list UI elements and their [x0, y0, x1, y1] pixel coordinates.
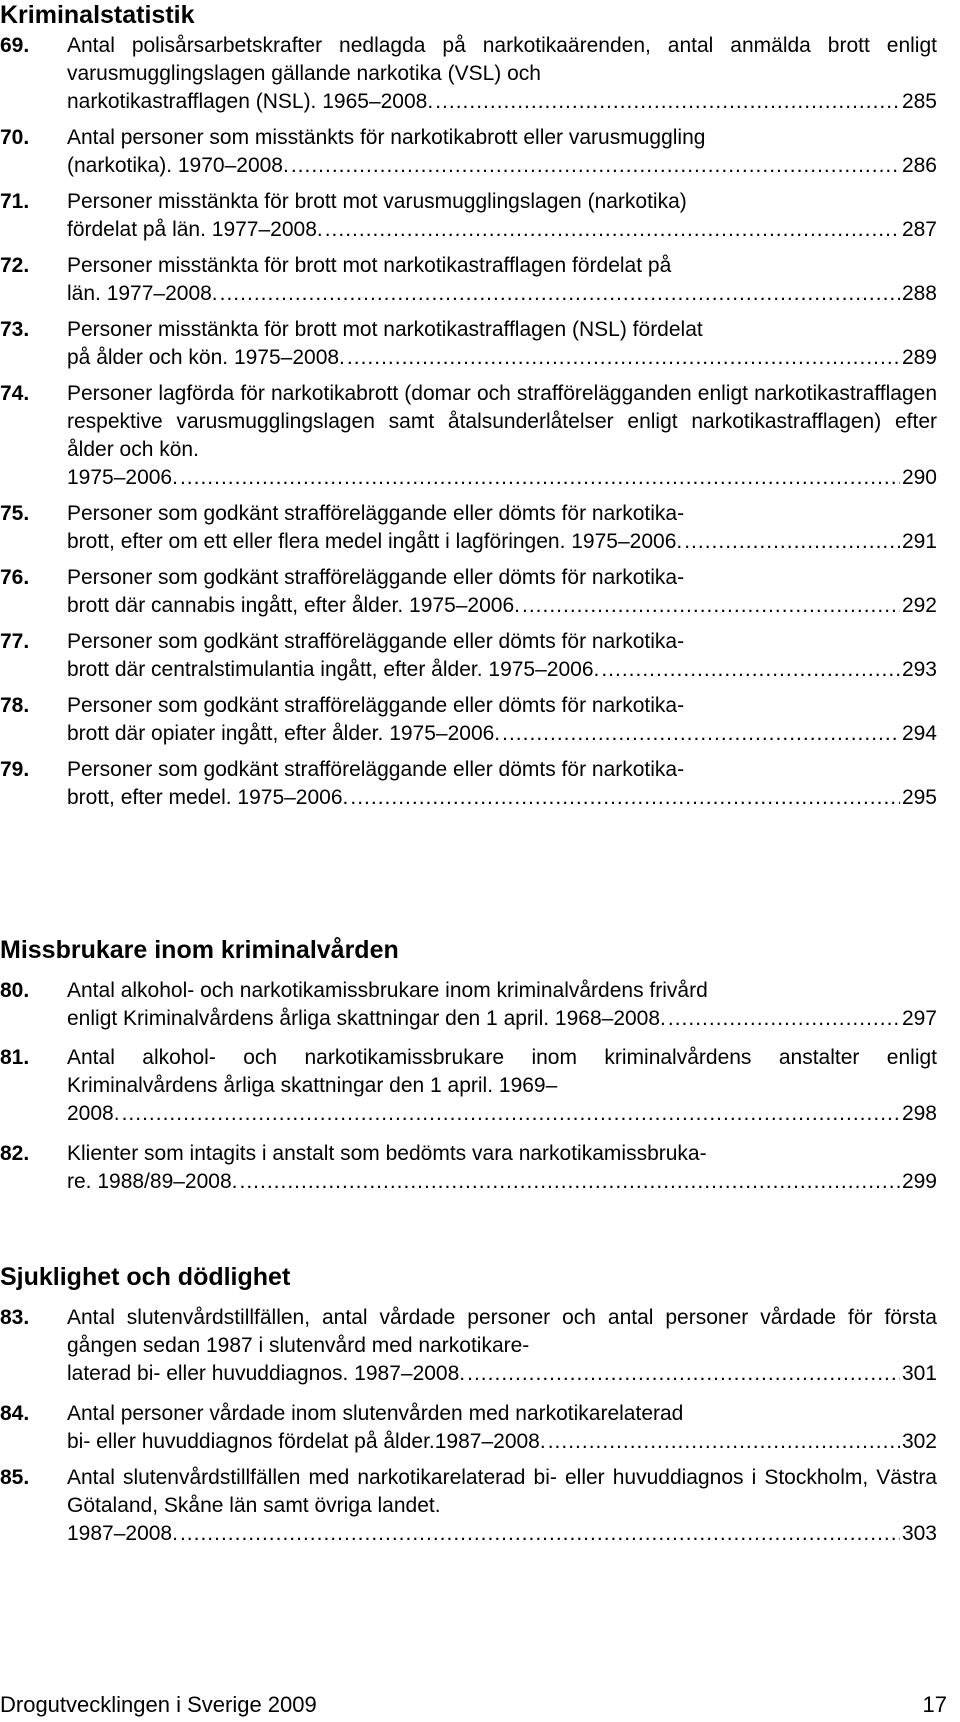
entry-page-number: 301: [901, 1362, 937, 1385]
entry-last-line: brott, efter medel. 1975–2006.: [67, 786, 349, 809]
entry-text: Personer som godkänt strafföreläggande eller dömts för narkotika-: [67, 758, 685, 781]
entry-last-line: narkotikastrafflagen (NSL). 1965–2008.: [67, 90, 434, 113]
entry-text: Klienter som intagits i anstalt som bedömts vara narkotikamissbruka-: [67, 1142, 707, 1165]
dot-leader: [668, 1005, 900, 1033]
entry-page-number: 299: [901, 1170, 937, 1193]
dot-leader: [291, 152, 900, 180]
entry-last-line: 1975–2006.: [67, 466, 178, 489]
entry-last-line: (narkotika). 1970–2008.: [67, 154, 289, 177]
footer-publication-title: Drogutvecklingen i Sverige 2009: [0, 1692, 317, 1717]
section-title: Kriminalstatistik: [0, 1, 195, 29]
entry-number: 78.: [0, 694, 30, 717]
entry-number: 84.: [0, 1402, 30, 1425]
footer-page-number: 17: [922, 1692, 947, 1717]
entry-text: Personer som godkänt strafföreläggande eller dömts för narkotika-: [67, 630, 685, 653]
entry-number: 73.: [0, 318, 30, 341]
entry-text: Personer misstänkta för brott mot narkotikastrafflagen fördelat på: [67, 254, 672, 277]
entry-last-line: brott där cannabis ingått, efter ålder. 1975–2006.: [67, 594, 520, 617]
dot-leader: [347, 344, 900, 372]
dot-leader: [122, 1100, 900, 1128]
entry-page-number: 292: [901, 594, 937, 617]
entry-last-line: 1987–2008.: [67, 1522, 178, 1545]
entry-text: Personer misstänkta för brott mot narkotikastrafflagen (NSL) fördelat: [67, 318, 703, 341]
section-title: Sjuklighet och dödlighet: [0, 1263, 291, 1291]
entry-page-number: 293: [901, 658, 937, 681]
entry-last-line: laterad bi- eller huvuddiagnos. 1987–2008.: [67, 1362, 466, 1385]
entry-number: 82.: [0, 1142, 30, 1165]
entry-number: 80.: [0, 979, 30, 1002]
entry-number: 79.: [0, 758, 30, 781]
entry-text: Antal alkohol- och narkotikamissbrukare inom kriminalvårdens frivård: [67, 979, 708, 1002]
dot-leader: [325, 216, 900, 244]
dot-leader: [684, 528, 900, 556]
entry-number: 77.: [0, 630, 30, 653]
dot-leader: [239, 1168, 899, 1196]
entry-text: Personer som godkänt strafföreläggande eller dömts för narkotika-: [67, 566, 685, 589]
entry-number: 85.: [0, 1466, 30, 1489]
entry-text: Personer som godkänt strafföreläggande eller dömts för narkotika-: [67, 502, 685, 525]
entry-page-number: 290: [901, 466, 937, 489]
dot-leader: [601, 656, 900, 684]
entry-text: Antal personer vårdade inom slutenvården med narkotikarelaterad: [67, 1402, 684, 1425]
entry-number: 72.: [0, 254, 30, 277]
entry-number: 75.: [0, 502, 30, 525]
entry-text: Antal polisårsarbetskrafter nedlagda på narkotikaärenden, antal anmälda brott enligt varusmugglingslagen gällande narkotika (VSL) och: [67, 34, 937, 85]
entry-last-line: re. 1988/89–2008.: [67, 1170, 238, 1193]
entry-page-number: 291: [901, 530, 937, 553]
entry-number: 76.: [0, 566, 30, 589]
page-footer: [0, 1692, 950, 1722]
dot-leader: [467, 1360, 900, 1388]
entry-text: Antal slutenvårdstillfällen med narkotikarelaterad bi- eller huvuddiagnos i Stockholm, Västra Götaland, Skåne län samt övriga landet.: [67, 1466, 937, 1517]
dot-leader: [548, 1428, 900, 1456]
entry-text: Personer misstänkta för brott mot varusmugglingslagen (narkotika): [67, 190, 687, 213]
entry-text: Antal alkohol- och narkotikamissbrukare inom kriminalvårdens anstalter enligt Kriminalvårdens årliga skattningar den 1 april. 1969–: [67, 1046, 937, 1097]
dot-leader: [502, 720, 900, 748]
entry-last-line: på ålder och kön. 1975–2008.: [67, 346, 345, 369]
entry-page-number: 303: [901, 1522, 937, 1545]
entry-number: 81.: [0, 1046, 30, 1069]
entry-page-number: 285: [901, 90, 937, 113]
entry-page-number: 302: [901, 1430, 937, 1453]
entry-text: Personer som godkänt strafföreläggande eller dömts för narkotika-: [67, 694, 685, 717]
entry-number: 69.: [0, 34, 30, 57]
entry-number: 70.: [0, 126, 30, 149]
entry-last-line: 2008.: [67, 1102, 120, 1125]
entry-page-number: 289: [901, 346, 937, 369]
entry-page-number: 294: [901, 722, 937, 745]
dot-leader: [522, 592, 900, 620]
entry-text: Antal personer som misstänkts för narkotikabrott eller varusmuggling: [67, 126, 706, 149]
entry-page-number: 288: [901, 282, 937, 305]
dot-leader: [220, 280, 900, 308]
dot-leader: [180, 464, 900, 492]
entry-last-line: brott där centralstimulantia ingått, efter ålder. 1975–2006.: [67, 658, 600, 681]
entry-number: 83.: [0, 1306, 30, 1329]
entry-page-number: 286: [901, 154, 937, 177]
entry-last-line: brott där opiater ingått, efter ålder. 1975–2006.: [67, 722, 501, 745]
entry-number: 71.: [0, 190, 30, 213]
dot-leader: [180, 1520, 900, 1548]
entry-text: Personer lagförda för narkotikabrott (domar och strafförelägganden enligt narkotikastrafflagen respektive varusmugglingslagen samt åtalsunderlåtelser enligt narkotikastrafflagen) efter ålder och kön.: [67, 382, 937, 461]
dot-leader: [435, 88, 900, 116]
entry-text: Antal slutenvårdstillfällen, antal vårdade personer och antal personer vårdade för första gången sedan 1987 i slutenvård med narkotikare-: [67, 1306, 937, 1357]
entry-last-line: bi- eller huvuddiagnos fördelat på ålder.1987–2008.: [67, 1430, 546, 1453]
section-title: Missbrukare inom kriminalvården: [0, 936, 399, 964]
entry-page-number: 295: [901, 786, 937, 809]
dot-leader: [350, 784, 900, 812]
entry-last-line: fördelat på län. 1977–2008.: [67, 218, 323, 241]
entry-page-number: 287: [901, 218, 937, 241]
entry-page-number: 297: [901, 1007, 937, 1030]
entry-last-line: län. 1977–2008.: [67, 282, 218, 305]
entry-page-number: 298: [901, 1102, 937, 1125]
entry-number: 74.: [0, 382, 30, 405]
entry-last-line: enligt Kriminalvårdens årliga skattningar den 1 april. 1968–2008.: [67, 1007, 666, 1030]
entry-last-line: brott, efter om ett eller flera medel ingått i lagföringen. 1975–2006.: [67, 530, 683, 553]
